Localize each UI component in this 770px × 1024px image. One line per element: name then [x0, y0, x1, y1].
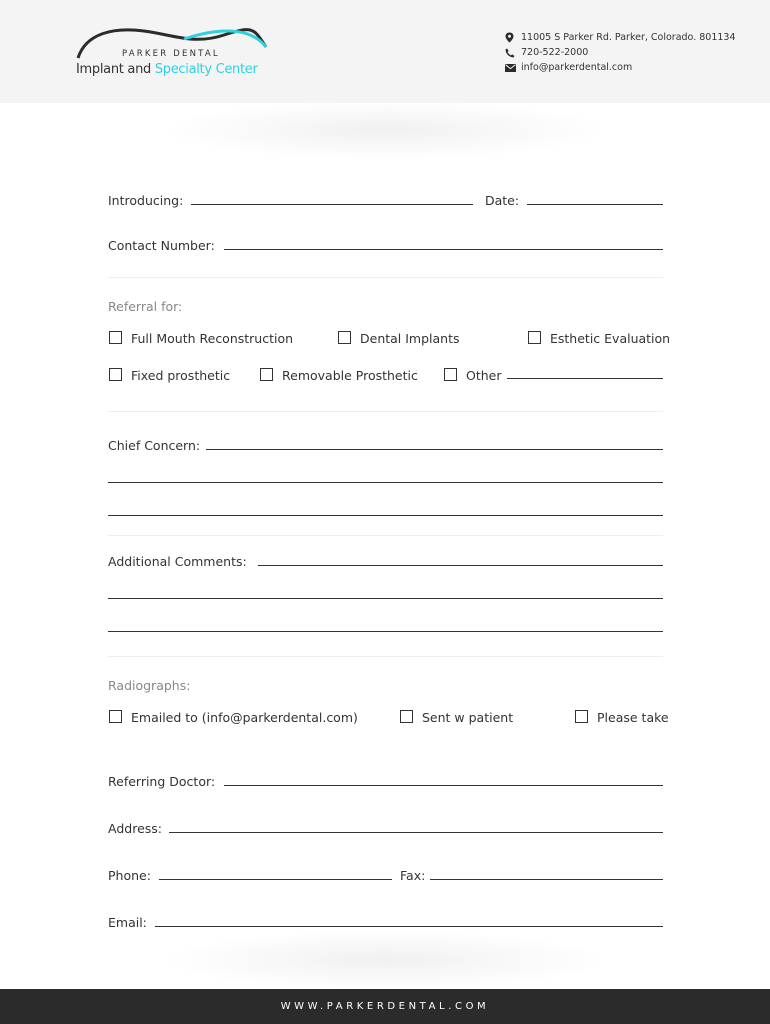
- map-pin-icon: [505, 32, 517, 43]
- chief-concern-field[interactable]: [206, 449, 663, 450]
- fixed-prosthetic-checkbox[interactable]: [109, 368, 122, 381]
- logo-subtitle-part: Implant and: [76, 62, 151, 77]
- sent-with-patient-label: Sent w patient: [422, 710, 514, 725]
- additional-comments-field[interactable]: [258, 565, 663, 566]
- logo-subtitle-accent: Specialty Center: [154, 62, 258, 77]
- sent-with-patient-checkbox[interactable]: [400, 710, 413, 723]
- footer-bar: [0, 989, 770, 1024]
- full-mouth-reconstruction-checkbox[interactable]: [109, 331, 122, 344]
- referral-for-heading: Referral for:: [108, 299, 183, 314]
- chief-concern-field-line-3[interactable]: [108, 515, 663, 516]
- additional-comments-label: Additional Comments:: [108, 554, 247, 569]
- removable-prosthetic-checkbox[interactable]: [260, 368, 273, 381]
- contact-email[interactable]: info@parkerdental.com: [521, 62, 633, 73]
- footer-website[interactable]: WWW.PARKERDENTAL.COM: [280, 1001, 490, 1012]
- removable-prosthetic-label: Removable Prosthetic: [282, 368, 418, 383]
- section-divider: [108, 411, 663, 412]
- letterhead-header: [0, 0, 770, 103]
- radiographs-heading: Radiographs:: [108, 678, 191, 693]
- dental-implants-label: Dental Implants: [360, 331, 460, 346]
- introducing-field[interactable]: [191, 204, 473, 205]
- emailed-label: Emailed to (info@parkerdental.com): [131, 710, 358, 725]
- contact-address: 11005 S Parker Rd. Parker, Colorado. 801134: [521, 32, 736, 43]
- please-take-label: Please take: [597, 710, 669, 725]
- footer-shadow: [160, 930, 610, 990]
- please-take-checkbox[interactable]: [575, 710, 588, 723]
- introducing-label: Introducing:: [108, 193, 184, 208]
- contact-info: [505, 30, 736, 75]
- email-label: Email:: [108, 915, 147, 930]
- esthetic-evaluation-label: Esthetic Evaluation: [550, 331, 671, 346]
- fax-field[interactable]: [430, 879, 663, 880]
- section-divider: [108, 535, 663, 536]
- chief-concern-label: Chief Concern:: [108, 438, 201, 453]
- fixed-prosthetic-label: Fixed prosthetic: [131, 368, 231, 383]
- email-field[interactable]: [155, 926, 663, 927]
- phone-icon: [505, 48, 517, 58]
- other-checkbox[interactable]: [444, 368, 457, 381]
- referring-doctor-label: Referring Doctor:: [108, 774, 216, 789]
- referring-doctor-field[interactable]: [224, 785, 663, 786]
- logo-brand-name: PARKER DENTAL: [122, 49, 220, 59]
- contact-phone-row: [505, 45, 736, 60]
- esthetic-evaluation-checkbox[interactable]: [528, 331, 541, 344]
- fax-label: Fax:: [400, 868, 426, 883]
- logo-subtitle: [76, 62, 258, 77]
- additional-comments-field-line-3[interactable]: [108, 631, 663, 632]
- full-mouth-reconstruction-label: Full Mouth Reconstruction: [131, 331, 294, 346]
- contact-number-field[interactable]: [224, 249, 663, 250]
- address-field[interactable]: [169, 832, 663, 833]
- dental-implants-checkbox[interactable]: [338, 331, 351, 344]
- contact-address-row: [505, 30, 736, 45]
- date-label: Date:: [485, 193, 520, 208]
- chief-concern-field-line-2[interactable]: [108, 482, 663, 483]
- contact-number-label: Contact Number:: [108, 238, 215, 253]
- other-label: Other: [466, 368, 502, 383]
- envelope-icon: [505, 64, 517, 72]
- date-field[interactable]: [527, 204, 663, 205]
- other-field[interactable]: [507, 378, 663, 379]
- phone-label: Phone:: [108, 868, 151, 883]
- section-divider: [108, 656, 663, 657]
- contact-phone: 720-522-2000: [521, 47, 589, 58]
- contact-email-row: [505, 60, 736, 75]
- section-divider: [108, 277, 663, 278]
- phone-field[interactable]: [159, 879, 392, 880]
- logo-arc-icon: [74, 25, 269, 65]
- emailed-checkbox[interactable]: [109, 710, 122, 723]
- additional-comments-field-line-2[interactable]: [108, 598, 663, 599]
- header-shadow: [160, 100, 610, 160]
- address-label: Address:: [108, 821, 162, 836]
